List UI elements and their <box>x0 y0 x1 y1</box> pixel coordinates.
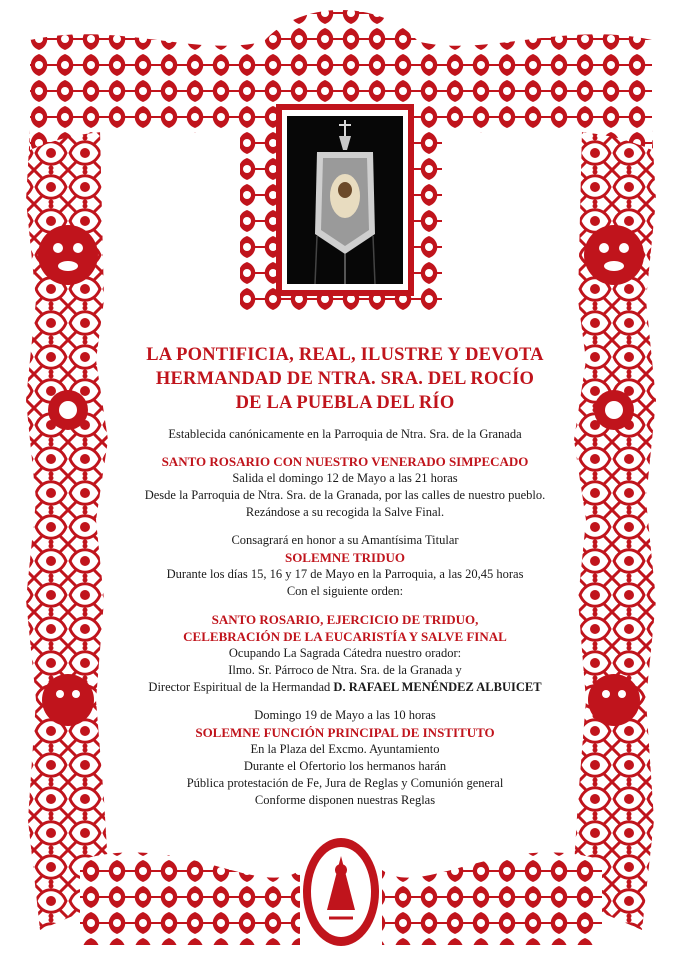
title-line: LA PONTIFICIA, REAL, ILUSTRE Y DEVOTA <box>146 345 544 365</box>
triduo-line: Con el siguiente orden: <box>286 584 404 598</box>
director-prefix: Director Espiritual de la Hermandad <box>148 680 334 694</box>
page-title <box>120 343 570 415</box>
orden-line: Ilmo. Sr. Párroco de Ntra. Sra. de la Granada y <box>228 663 462 677</box>
rosario-line: Desde la Parroquia de Ntra. Sra. de la Granada, por las calles de nuestro pueblo. <box>144 488 546 502</box>
triduo-intro: Consagrará en honor a su Amantísima Titular <box>231 533 459 547</box>
title-line: HERMANDAD DE NTRA. SRA. DEL ROCÍO <box>155 369 535 389</box>
funcion-line: Durante el Ofertorio los hermanos harán <box>243 759 447 773</box>
orden-line: Ocupando La Sagrada Cátedra nuestro orador: <box>228 646 462 660</box>
simpecado-photo <box>287 116 403 284</box>
announcement-text <box>120 343 570 809</box>
title-line: DE LA PUEBLA DEL RÍO <box>235 393 455 413</box>
funcion-date: Domingo 19 de Mayo a las 10 horas <box>254 708 436 722</box>
triduo-heading: SOLEMNE TRIDUO <box>284 550 406 565</box>
funcion-line: Pública protestación de Fe, Jura de Reglas y Comunión general <box>186 776 504 790</box>
rosario-line: Salida el domingo 12 de Mayo a las 21 horas <box>232 471 458 485</box>
director-name: D. RAFAEL MENÉNDEZ ALBUICET <box>333 680 542 694</box>
rosario-line: Rezándose a su recogida la Salve Final. <box>245 505 445 519</box>
triduo-section <box>120 532 570 600</box>
rosario-heading: SANTO ROSARIO CON NUESTRO VENERADO SIMPECADO <box>161 454 529 469</box>
triduo-line: Durante los días 15, 16 y 17 de Mayo en la Parroquia, a las 20,45 horas <box>166 567 524 581</box>
establishment-note: Establecida canónicamente en la Parroquia de Ntra. Sra. de la Granada <box>168 427 522 441</box>
funcion-line: Conforme disponen nuestras Reglas <box>254 793 436 807</box>
orden-heading: SANTO ROSARIO, EJERCICIO DE TRIDUO, <box>211 612 479 627</box>
director-line <box>120 679 570 696</box>
funcion-section <box>120 707 570 809</box>
funcion-heading: SOLEMNE FUNCIÓN PRINCIPAL DE INSTITUTO <box>195 725 495 740</box>
orden-heading: CELEBRACIÓN DE LA EUCARISTÍA Y SALVE FINAL <box>183 629 507 644</box>
orden-section <box>120 611 570 696</box>
rosario-section <box>120 453 570 521</box>
funcion-line: En la Plaza del Excmo. Ayuntamiento <box>250 742 440 756</box>
